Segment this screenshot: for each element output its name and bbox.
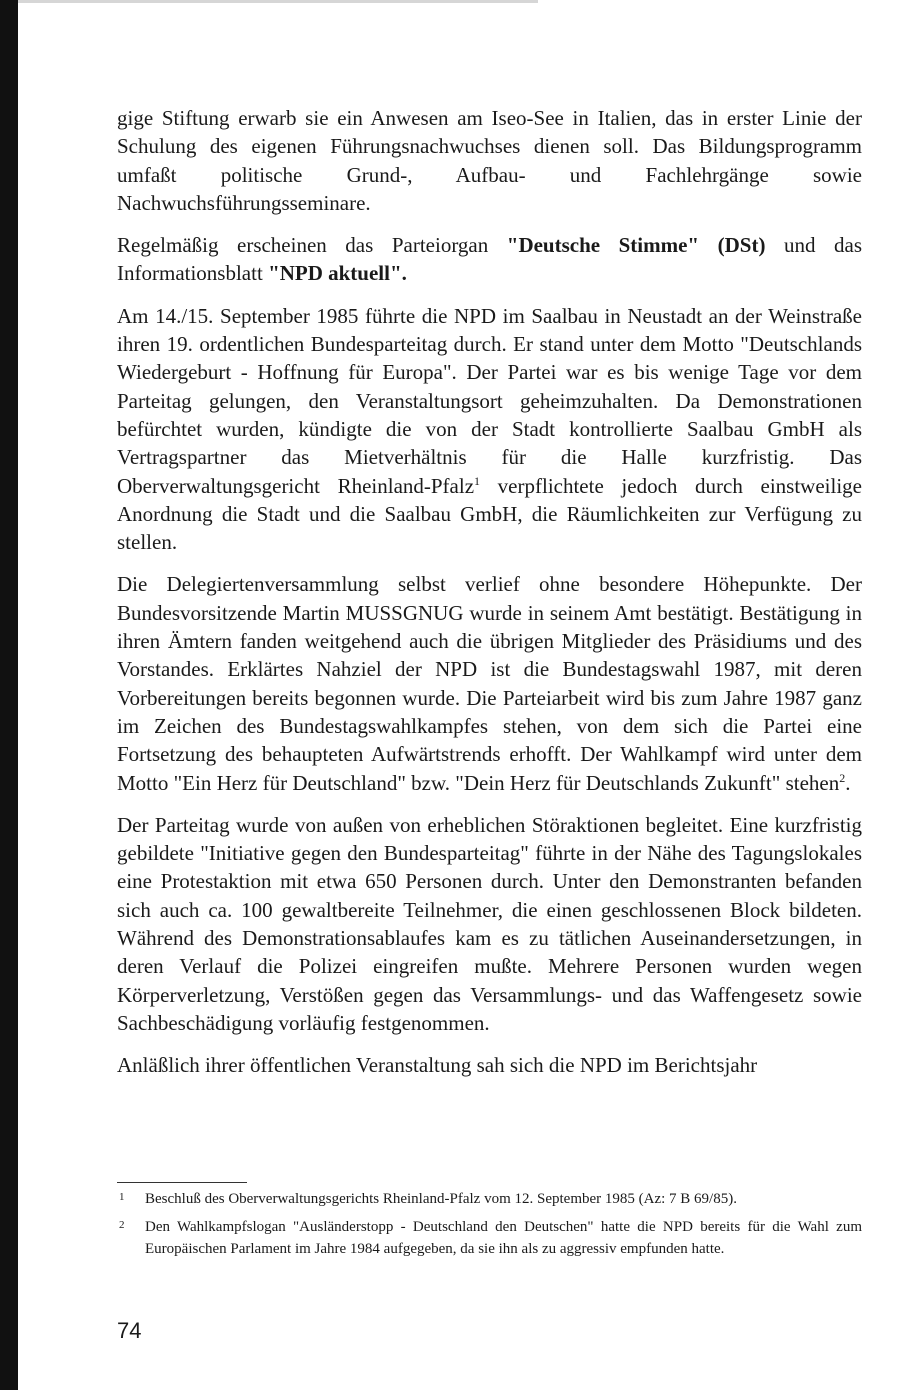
footnote-1 [117, 1188, 862, 1210]
footnotes [117, 1188, 862, 1266]
publications-text-middle: und das Informationsblatt [117, 233, 863, 286]
paragraph-publications [117, 231, 862, 288]
footnote-text-1: Beschluß des Oberverwaltungsgerichts Rheinland-Pfalz vom 12. September 1985 (Az: 7 B 69/85). [145, 1191, 737, 1207]
page-number: 74 [117, 1318, 142, 1343]
congress-text-start: Am 14./15. September 1985 führte die NPD im Saalbau in Neustadt an der Weinstraße ihren 19. ordentlichen Bundesparteitag durch. Er stand unter dem Motto "Deutschlands Wiedergeburt - Hoffnung für Europa". Der Partei war es bis wenige Tage vor dem Parteitag gelungen, den Veranstaltungsort geheimzuhalten. Da Demonstrationen befürchtet wurden, kündigte die von der Stadt kontrollierte Saalbau GmbH als Vertragspartner das Mietverhältnis für die Halle kurzfristig. Das Oberverwaltungsgericht Rheinland-Pfalz [117, 303, 862, 498]
delegates-text-end: . [845, 770, 851, 795]
footnote-text-2: Den Wahlkampfslogan "Ausländerstopp - Deutschland den Deutschen" hatte die NPD bereits für die Wahl zum Europäischen Parlament im Jahre 1984 aufgegeben, da sie ihn als zu aggressiv empfunden hatte. [145, 1219, 862, 1257]
paragraph-continuation: Anläßlich ihrer öffentlichen Veranstaltung sah sich die NPD im Berichtsjahr [117, 1053, 758, 1078]
paragraph-party-congress [117, 302, 862, 557]
footnote-mark-1: 1 [119, 1191, 125, 1203]
footnote-ref-2[interactable]: 2 [839, 770, 846, 785]
delegates-text-start: Die Delegiertenversammlung selbst verlief ohne besondere Höhepunkte. Der Bundesvorsitzende Martin MUSSGNUG wurde in seinem Amt bestätigt. Bestätigung in ihren Ämtern fanden weitgehend auch die übrigen Mitglieder des Präsidiums und des Vorstandes. Erklärtes Nahziel der NPD ist die Bundestagswahl 1987, mit deren Vorbereitungen bereits begonnen wurde. Die Parteiarbeit wird bis zum Jahre 1987 ganz im Zeichen des Bundestagswahlkampfes stehen, von dem sich die Partei eine Fortsetzung des behaupteten Aufwärtstrends erhofft. Der Wahlkampf wird unter dem Motto "Ein Herz für Deutschland" bzw. "Dein Herz für Deutschlands Zukunft" stehen [117, 572, 862, 795]
page-body [117, 104, 862, 1094]
paragraph-foundation: gige Stiftung erwarb sie ein Anwesen am Iseo-See in Italien, das in erster Linie der Schulung des eigenen Führungsnachwuchses dienen soll. Das Bildungsprogramm umfaßt politische Grund-, Aufbau- und Fachlehrgänge sowie Nachwuchsführungsseminare. [117, 106, 862, 215]
footnote-mark-2: 2 [119, 1219, 125, 1231]
page-top-edge [18, 0, 538, 3]
congress-text-end: verpflichtete jedoch durch einstweilige Anordnung die Stadt und die Saalbau GmbH, die Räumlichkeiten zur Verfügung zu stellen. [117, 473, 862, 555]
footnote-ref-1[interactable]: 1 [474, 473, 481, 488]
paragraph-delegates [117, 570, 862, 796]
footnote-divider [117, 1182, 247, 1183]
paragraph-protests: Der Parteitag wurde von außen von erheblichen Störaktionen begleitet. Eine kurzfristig gebildete "Initiative gegen den Bundesparteitag" führte in der Nähe des Tagungslokales eine Protestaktion mit etwa 650 Personen durch. Unter den Demonstranten befanden sich auch ca. 100 gewaltbereite Teilnehmer, die einen geschlossenen Block bildeten. Während des Demonstrationsablaufes kam es zu tätlichen Auseinandersetzungen, in deren Verlauf die Polizei eingreifen mußte. Mehrere Personen wurden wegen Körperverletzung, Verstößen gegen das Versammlungs- und das Waffengesetz sowie Sachbeschädigung vorläufig festgenommen. [117, 812, 862, 1035]
book-spine-edge [0, 0, 18, 1390]
publication-deutsche-stimme: "Deutsche Stimme" (DSt) [506, 233, 766, 258]
publication-npd-aktuell: "NPD aktuell". [268, 261, 407, 286]
footnote-2 [117, 1216, 862, 1260]
publications-text-start: Regelmäßig erscheinen das Parteiorgan [117, 233, 507, 258]
